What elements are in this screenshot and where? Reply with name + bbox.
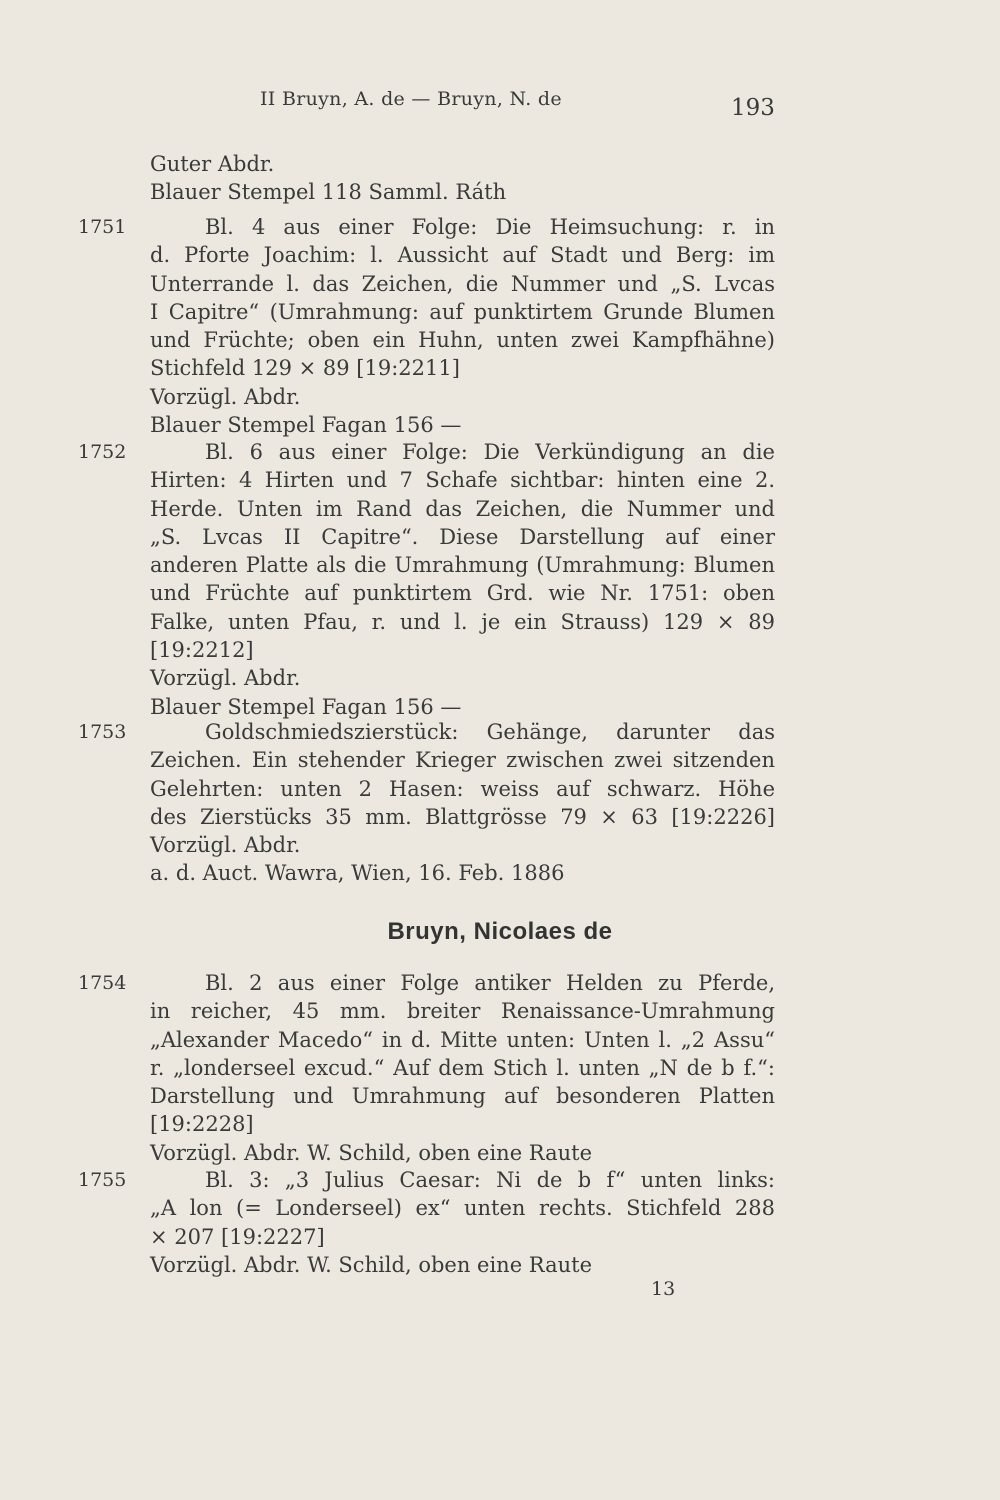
text-line: Unterrande l. das Zeichen, die Nummer und „S. Lvcas xyxy=(150,271,775,296)
text-line: Bl. 4 aus einer Folge: Die Heimsuchung: r. in xyxy=(205,215,775,239)
text-line: Goldschmiedszierstück: Gehänge, darunter das xyxy=(205,720,775,744)
entry-number: 1752 xyxy=(78,441,127,463)
text-line: und Früchte auf punktirtem Grd. wie Nr. 1751: oben xyxy=(150,581,775,606)
entry-number: 1755 xyxy=(78,1169,127,1191)
text-line: Vorzügl. Abdr. xyxy=(150,666,301,691)
text-line: r. „londerseel excud.“ Auf dem Stich l. unten „N de b f.“: xyxy=(150,1055,775,1080)
text-line: Vorzügl. Abdr. W. Schild, oben eine Raute xyxy=(150,1140,593,1165)
catalogue-entry xyxy=(150,213,775,439)
text-line: I Capitre“ (Umrahmung: auf punktirtem Grunde Blumen xyxy=(150,299,775,324)
catalogue-entry xyxy=(150,969,775,1167)
text-line: [19:2228] xyxy=(150,1112,254,1137)
text-line: Vorzügl. Abdr. xyxy=(150,833,301,858)
text-line: „Alexander Macedo“ in d. Mitte unten: Unten l. „2 Assu“ xyxy=(150,1027,775,1052)
text-line: des Zierstücks 35 mm. Blattgrösse 79 × 63 [19:2226] xyxy=(150,804,775,829)
text-line: Stichfeld 129 × 89 [19:2211] xyxy=(150,356,460,381)
entry-number: 1754 xyxy=(78,972,127,994)
text-line: Bl. 3: „3 Julius Caesar: Ni de b f“ unten links: xyxy=(205,1168,775,1192)
text-line: Bl. 2 aus einer Folge antiker Helden zu Pferde, xyxy=(205,971,775,995)
text-line: Falke, unten Pfau, r. und l. je ein Strauss) 129 × 89 xyxy=(150,609,775,634)
page-number: 193 xyxy=(731,95,775,121)
text-line: Herde. Unten im Rand das Zeichen, die Nummer und xyxy=(150,496,775,521)
text-line: Blauer Stempel 118 Samml. Ráth xyxy=(150,180,507,205)
text-line: Darstellung und Umrahmung auf besonderen Platten xyxy=(150,1084,775,1109)
catalogue-entry xyxy=(150,718,775,888)
text-line: „A lon (= Londerseel) ex“ unten rechts. Stichfeld 288 xyxy=(150,1196,775,1221)
catalogue-entry xyxy=(150,438,775,721)
text-line: Vorzügl. Abdr. xyxy=(150,384,301,409)
text-line: Guter Abdr. xyxy=(150,152,275,176)
running-head: II Bruyn, A. de — Bruyn, N. de xyxy=(260,88,562,110)
text-line: und Früchte; oben ein Huhn, unten zwei Kampfhähne) xyxy=(150,328,775,353)
text-line: Hirten: 4 Hirten und 7 Schafe sichtbar: hinten eine 2. xyxy=(150,468,775,493)
text-line: Blauer Stempel Fagan 156 — xyxy=(150,694,462,719)
entry-number: 1751 xyxy=(78,216,127,238)
continuation-block xyxy=(150,150,775,207)
text-line: Zeichen. Ein stehender Krieger zwischen zwei sitzenden xyxy=(150,748,775,773)
text-line: Bl. 6 aus einer Folge: Die Verkündigung an die xyxy=(205,440,775,464)
text-line: „S. Lvcas II Capitre“. Diese Darstellung auf einer xyxy=(150,524,775,549)
signature-mark: 13 xyxy=(651,1278,676,1300)
text-line: Blauer Stempel Fagan 156 — xyxy=(150,413,462,438)
text-line: d. Pforte Joachim: l. Aussicht auf Stadt und Berg: im xyxy=(150,243,775,268)
section-heading: Bruyn, Nicolaes de xyxy=(387,918,613,945)
entry-number: 1753 xyxy=(78,721,127,743)
text-line: [19:2212] xyxy=(150,638,254,663)
text-line: in reicher, 45 mm. breiter Renaissance-Umrahmung xyxy=(150,999,775,1024)
text-line: a. d. Auct. Wawra, Wien, 16. Feb. 1886 xyxy=(150,861,565,886)
text-line: × 207 [19:2227] xyxy=(150,1224,325,1249)
text-line: Vorzügl. Abdr. W. Schild, oben eine Raute xyxy=(150,1252,593,1277)
catalogue-entry xyxy=(150,1166,775,1279)
text-line: Gelehrten: unten 2 Hasen: weiss auf schwarz. Höhe xyxy=(150,776,775,801)
text-line: anderen Platte als die Umrahmung (Umrahmung: Blumen xyxy=(150,553,775,578)
